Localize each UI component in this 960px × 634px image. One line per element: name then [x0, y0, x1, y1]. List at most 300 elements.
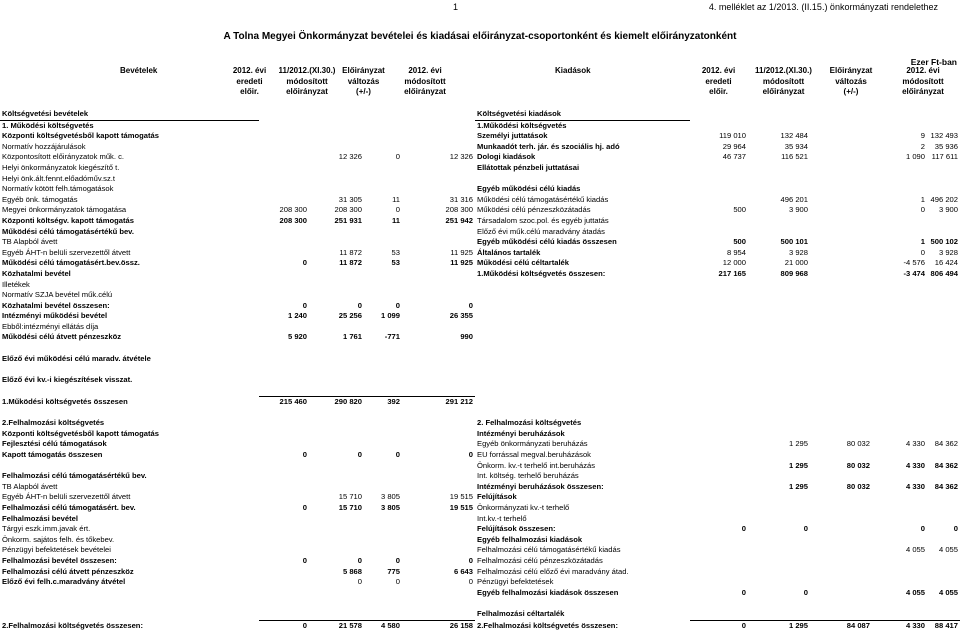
- expenditure-value: [810, 514, 872, 525]
- revenue-value: [402, 290, 475, 301]
- expenditure-value: [872, 535, 927, 546]
- expenditure-value: [810, 408, 872, 419]
- expenditure-value: 132 484: [780, 131, 808, 141]
- expenditure-value: [690, 471, 748, 482]
- expenditure-value: [927, 429, 960, 440]
- revenue-label: 1. Működési költségvetés: [2, 120, 94, 130]
- revenue-label: Központi költségvetésből kapott támogatás: [2, 131, 159, 141]
- expenditure-value: 16 424: [934, 258, 958, 268]
- revenue-value: [259, 439, 309, 450]
- expenditure-value: [927, 397, 960, 408]
- expenditure-value: [690, 577, 748, 588]
- expenditure-value: 80 032: [846, 439, 870, 449]
- expenditure-label: EU forrással megval.beruházások: [477, 450, 591, 459]
- revenue-value: [259, 120, 309, 131]
- col-header-final: 2012. évi módosított előirányzat: [902, 66, 944, 96]
- expenditure-value: [810, 471, 872, 482]
- expenditure-value: [872, 397, 927, 408]
- revenue-value: [402, 109, 475, 120]
- revenue-value: [364, 109, 402, 120]
- expenditure-value: 1 295: [788, 439, 808, 449]
- expenditure-value: 217 165: [718, 268, 746, 278]
- expenditure-value: [690, 545, 748, 556]
- expenditure-value: [810, 109, 872, 120]
- expenditure-label: Egyéb felhalmozási kiadások: [477, 534, 583, 544]
- revenue-value: [259, 461, 309, 472]
- expenditure-value: 46 737: [722, 152, 746, 162]
- table-row: [0, 492, 960, 503]
- revenue-value: [309, 439, 364, 450]
- expenditure-value: [810, 248, 872, 259]
- table-row: [0, 598, 960, 609]
- expenditure-value: [927, 174, 960, 185]
- revenue-value: 15 710: [338, 502, 362, 512]
- expenditure-value: 1 295: [748, 620, 810, 631]
- table-row: [0, 205, 960, 216]
- table-row: [0, 142, 960, 153]
- expenditure-value: [748, 174, 810, 185]
- expenditure-value: [810, 237, 872, 248]
- table-row: [0, 503, 960, 514]
- revenue-value: [402, 184, 475, 195]
- expenditure-value: [927, 343, 960, 354]
- expenditure-value: [748, 609, 810, 620]
- expenditure-value: [690, 429, 748, 440]
- table-row: [0, 280, 960, 291]
- expenditure-value: [927, 408, 960, 419]
- expenditure-label: Működési célú pénzeszközátadás: [477, 205, 591, 215]
- expenditure-value: [690, 397, 748, 408]
- expenditure-value: [810, 609, 872, 620]
- expenditure-value: [748, 408, 810, 419]
- revenue-value: [309, 322, 364, 333]
- expenditure-value: [690, 492, 748, 503]
- expenditure-label: [475, 385, 690, 396]
- expenditure-value: [748, 503, 810, 514]
- expenditure-value: 1 295: [788, 481, 808, 491]
- revenue-value: [259, 492, 309, 503]
- revenue-value: [259, 408, 309, 419]
- expenditure-value: [748, 375, 810, 386]
- revenue-value: [309, 343, 364, 354]
- expenditure-value: [810, 535, 872, 546]
- expenditure-value: [810, 322, 872, 333]
- revenue-value: 5 920: [287, 332, 307, 342]
- revenue-label: Egyéb ÁHT-n belüli szervezettől átvett: [2, 492, 131, 502]
- expenditure-label: Intézményi beruházások összesen:: [477, 481, 604, 491]
- revenue-label: 2.Felhalmozási költségvetés összesen:: [2, 620, 143, 630]
- revenue-value: 11 872: [339, 258, 362, 268]
- revenue-value: 208 300: [445, 205, 473, 215]
- expenditure-value: [872, 408, 927, 419]
- page-number: 1: [453, 2, 459, 12]
- revenue-value: [402, 280, 475, 291]
- revenue-value: [259, 385, 309, 396]
- expenditure-value: 1: [920, 194, 925, 204]
- table-row: [0, 258, 960, 269]
- expenditure-value: [748, 354, 810, 365]
- revenue-value: [402, 354, 475, 365]
- expenditure-value: [927, 311, 960, 322]
- expenditure-value: [748, 311, 810, 322]
- revenue-value: [364, 524, 402, 535]
- table-row: [0, 397, 960, 408]
- expenditure-value: [927, 290, 960, 301]
- expenditure-value: [690, 609, 748, 620]
- revenue-value: 0: [395, 555, 400, 565]
- expenditure-label: Önkorm. kv.-t terhelő int.beruházás: [477, 460, 596, 470]
- expenditure-value: [748, 577, 810, 588]
- revenue-label: 2.Felhalmozási költségvetés: [2, 418, 105, 428]
- expenditure-value: [810, 311, 872, 322]
- expenditure-value: [927, 216, 960, 227]
- column-header: [0, 66, 960, 98]
- table-row: [0, 332, 960, 343]
- revenue-label: Felhalmozási bevétel összesen:: [2, 555, 117, 565]
- revenue-value: 31 305: [338, 194, 362, 204]
- revenue-value: [402, 598, 475, 609]
- table-row: [0, 195, 960, 206]
- table-row: [0, 322, 960, 333]
- revenue-value: [364, 237, 402, 248]
- expenditure-value: [810, 216, 872, 227]
- revenue-value: [309, 364, 364, 375]
- table-row: [0, 375, 960, 386]
- expenditure-label: [475, 343, 690, 354]
- expenditure-value: 500 101: [780, 237, 808, 247]
- expenditure-value: [872, 567, 927, 578]
- expenditure-value: [810, 258, 872, 269]
- expenditure-value: 0: [741, 524, 746, 534]
- revenue-value: [402, 120, 475, 131]
- revenue-value: [259, 269, 309, 280]
- expenditure-value: [810, 588, 872, 599]
- revenue-value: 251 931: [334, 215, 362, 225]
- expenditure-value: 3 928: [938, 247, 958, 257]
- expenditure-value: [748, 492, 810, 503]
- expenditure-value: 117 611: [931, 152, 958, 162]
- revenue-value: [364, 131, 402, 142]
- revenue-value: [364, 269, 402, 280]
- expenditure-value: [748, 109, 810, 120]
- revenue-value: [309, 174, 364, 185]
- expenditure-value: 116 521: [781, 152, 808, 162]
- col-header-original: 2012. évi eredeti előir.: [232, 66, 267, 96]
- expenditure-value: 4 330: [905, 481, 925, 491]
- expenditure-value: [872, 556, 927, 567]
- table-row: [0, 439, 960, 450]
- revenue-label: Megyei önkormányzatok támogatása: [2, 205, 127, 215]
- expenditure-value: [690, 556, 748, 567]
- table-row: [0, 301, 960, 312]
- revenue-value: [309, 598, 364, 609]
- revenue-value: [402, 429, 475, 440]
- expenditure-value: [690, 227, 748, 238]
- revenue-value: [309, 482, 364, 493]
- revenue-value: 1 240: [287, 311, 307, 321]
- expenditure-value: [927, 301, 960, 312]
- table-row: [0, 227, 960, 238]
- revenue-value: 12 326: [338, 152, 362, 162]
- expenditure-value: [927, 354, 960, 365]
- expenditure-value: [927, 598, 960, 609]
- revenue-value: [259, 535, 309, 546]
- expenditure-value: 3 900: [788, 205, 808, 215]
- revenue-value: 0: [395, 300, 400, 310]
- expenditure-value: [690, 354, 748, 365]
- revenue-label: Intézményi működési bevétel: [2, 311, 108, 321]
- expenditure-value: [690, 439, 748, 450]
- table-row: [0, 577, 960, 588]
- revenue-value: 11: [391, 215, 400, 225]
- expenditure-label: [475, 354, 690, 365]
- table-row: [0, 450, 960, 461]
- revenue-value: [364, 280, 402, 291]
- revenue-value: 0: [468, 577, 473, 587]
- revenue-value: 25 256: [338, 311, 362, 321]
- expenditure-value: 1: [920, 237, 925, 247]
- revenue-value: [309, 131, 364, 142]
- expenditure-value: [690, 184, 748, 195]
- annex-reference: 4. melléklet az 1/2013. (II.15.) önkormányzati rendelethez: [708, 2, 938, 12]
- expenditure-value: [810, 290, 872, 301]
- revenue-label: Központi költségv. kapott támogatás: [2, 215, 134, 225]
- expenditure-label: Működési célú céltartalék: [477, 258, 570, 268]
- revenue-value: 53: [391, 258, 400, 268]
- expenditure-value: 500: [733, 237, 746, 247]
- revenue-value: [364, 322, 402, 333]
- revenue-value: [364, 545, 402, 556]
- revenue-value: 990: [460, 332, 473, 342]
- expenditure-label: Felhalmozási céltartalék: [477, 609, 565, 619]
- expenditure-label: Önkormányzati kv.-t terhelő: [477, 502, 570, 512]
- revenue-value: [364, 364, 402, 375]
- revenue-value: 392: [364, 397, 402, 408]
- expenditure-value: [748, 514, 810, 525]
- revenue-label: Fejlesztési célú támogatások: [2, 439, 107, 449]
- expenditure-label: [475, 311, 690, 322]
- expenditure-value: 4 055: [905, 545, 925, 555]
- revenue-value: 11 925: [450, 258, 473, 268]
- revenue-label: [0, 364, 259, 375]
- expenditure-value: [748, 418, 810, 429]
- revenue-value: [309, 461, 364, 472]
- revenue-value: [259, 152, 309, 163]
- expenditure-value: [810, 301, 872, 312]
- expenditure-value: [748, 385, 810, 396]
- table-row: [0, 152, 960, 163]
- revenue-value: [309, 588, 364, 599]
- col-header-modified: 11/2012.(XI.30.) módosított előirányzat: [755, 66, 812, 96]
- revenue-value: [364, 184, 402, 195]
- revenue-value: 291 212: [402, 397, 475, 408]
- expenditure-value: [810, 375, 872, 386]
- expenditure-value: [810, 429, 872, 440]
- revenue-value: [364, 418, 402, 429]
- revenue-value: 0: [468, 450, 473, 459]
- expenditure-label: Általános tartalék: [477, 247, 541, 257]
- expenditure-value: 84 362: [934, 481, 958, 491]
- expenditure-value: [748, 471, 810, 482]
- expenditure-value: [810, 492, 872, 503]
- revenue-value: [259, 290, 309, 301]
- revenue-value: 3 805: [380, 502, 400, 512]
- revenue-label: Működési célú átvett pénzeszköz: [2, 332, 122, 342]
- expenditure-label: [475, 280, 690, 291]
- revenue-label: Központi költségvetésből kapott támogatás: [2, 428, 159, 438]
- expenditure-value: [690, 450, 748, 461]
- expenditure-value: [872, 492, 927, 503]
- revenue-value: 0: [468, 555, 473, 565]
- revenue-value: [259, 184, 309, 195]
- expenditure-value: [872, 364, 927, 375]
- revenue-label: [0, 609, 259, 620]
- revenue-value: [364, 227, 402, 238]
- revenue-value: [364, 535, 402, 546]
- table-row: [0, 567, 960, 578]
- expenditure-label: Felhalmozási célú előző évi maradvány átad.: [477, 566, 629, 576]
- revenue-value: [402, 322, 475, 333]
- budget-table: [0, 109, 960, 631]
- expenditure-value: [810, 174, 872, 185]
- table-row: [0, 588, 960, 599]
- table-row: [0, 311, 960, 322]
- revenue-value: [364, 408, 402, 419]
- revenue-value: [259, 131, 309, 142]
- expenditure-value: [690, 163, 748, 174]
- revenue-value: 1 761: [342, 332, 362, 342]
- expenditure-value: 500: [733, 205, 746, 215]
- revenue-value: [402, 588, 475, 599]
- revenue-value: [259, 418, 309, 429]
- expenditure-value: [748, 397, 810, 408]
- expenditure-value: [927, 120, 960, 131]
- expenditure-value: [810, 450, 872, 461]
- revenue-value: [364, 142, 402, 153]
- revenue-value: [364, 290, 402, 301]
- expenditure-value: [690, 109, 748, 120]
- revenue-label: TB Alapból ávett: [2, 481, 58, 491]
- expenditure-value: [690, 195, 748, 206]
- expenditure-value: [872, 311, 927, 322]
- revenue-value: [402, 609, 475, 620]
- expenditure-value: [810, 385, 872, 396]
- expenditure-value: [872, 609, 927, 620]
- expenditure-label: [475, 322, 690, 333]
- revenue-value: [309, 142, 364, 153]
- expenditure-value: [927, 322, 960, 333]
- expenditure-value: 0: [920, 524, 925, 534]
- revenue-value: [309, 184, 364, 195]
- table-row: [0, 535, 960, 546]
- revenue-value: 1 099: [380, 311, 400, 321]
- revenue-value: [402, 174, 475, 185]
- revenue-value: [309, 535, 364, 546]
- expenditure-value: 4 330: [872, 620, 927, 631]
- expenditure-value: [810, 364, 872, 375]
- revenue-label: Működési célú támogatásért.bev.össz.: [2, 258, 140, 268]
- revenue-label: Közhatalmi bevétel: [2, 268, 71, 278]
- expenditure-value: 35 934: [784, 141, 808, 151]
- revenue-value: [259, 577, 309, 588]
- expenditure-value: [748, 184, 810, 195]
- revenue-label: [0, 588, 259, 599]
- revenue-value: 0: [302, 300, 307, 310]
- expenditure-value: [748, 545, 810, 556]
- expenditure-value: [690, 322, 748, 333]
- expenditure-value: 1 295: [788, 460, 808, 470]
- expenditure-value: [872, 301, 927, 312]
- expenditure-label: [475, 364, 690, 375]
- revenue-value: [402, 535, 475, 546]
- expenditure-value: [748, 450, 810, 461]
- expenditure-value: 119 010: [719, 131, 746, 141]
- revenue-label: [0, 461, 259, 472]
- revenue-value: [259, 174, 309, 185]
- expenditure-value: 3 900: [938, 205, 958, 215]
- expenditure-value: [810, 131, 872, 142]
- unit-label: Ezer Ft-ban: [910, 57, 957, 67]
- col-header-final: 2012. évi módosított előirányzat: [404, 66, 446, 96]
- revenue-value: 208 300: [279, 215, 307, 225]
- revenue-value: [259, 375, 309, 386]
- expenditure-value: [810, 567, 872, 578]
- expenditure-value: [872, 322, 927, 333]
- expenditure-value: [872, 514, 927, 525]
- revenue-label: [0, 408, 259, 419]
- revenue-value: [309, 429, 364, 440]
- revenue-value: [364, 354, 402, 365]
- revenue-label: Előző évi felh.c.maradvány átvétel: [2, 577, 126, 587]
- expenditure-value: [810, 556, 872, 567]
- revenue-label: Normatív kötött felh.támogatások: [2, 184, 114, 194]
- table-row: [0, 556, 960, 567]
- expenditure-value: [690, 503, 748, 514]
- expenditure-value: [872, 174, 927, 185]
- revenue-label: Felhalmozási célú támogatásért. bev.: [2, 502, 136, 512]
- expenditure-value: 29 964: [722, 141, 746, 151]
- expenditure-label: Egyéb felhalmozási kiadások összesen: [477, 587, 619, 597]
- revenue-value: [259, 482, 309, 493]
- revenue-value: 0: [357, 450, 362, 459]
- revenue-value: [309, 609, 364, 620]
- expenditure-value: 80 032: [846, 460, 870, 470]
- expenditure-label: 2.Felhalmozási költségvetés összesen:: [477, 620, 618, 630]
- expenditure-value: 2: [920, 141, 925, 151]
- expenditure-value: 84 362: [934, 439, 958, 449]
- table-row: [0, 514, 960, 525]
- revenue-value: 6 643: [453, 566, 473, 576]
- table-row: [0, 131, 960, 142]
- revenue-value: 31 316: [449, 194, 473, 204]
- revenue-value: [402, 163, 475, 174]
- table-row: [0, 343, 960, 354]
- expenditure-value: [872, 184, 927, 195]
- revenue-label: Felhalmozási célú támogatásértékű bev.: [2, 471, 147, 481]
- revenue-value: [364, 375, 402, 386]
- expenditure-value: [810, 142, 872, 153]
- expenditure-label: Felújítások: [477, 492, 517, 502]
- revenue-value: 5 868: [342, 566, 362, 576]
- expenditure-value: [748, 290, 810, 301]
- revenue-value: [259, 588, 309, 599]
- expenditure-value: [690, 598, 748, 609]
- expenditure-label: Társadalom szoc.pol. és egyéb juttatás: [477, 215, 609, 225]
- revenue-value: [309, 109, 364, 120]
- revenue-value: [402, 343, 475, 354]
- expenditure-value: [810, 354, 872, 365]
- expenditure-value: [690, 418, 748, 429]
